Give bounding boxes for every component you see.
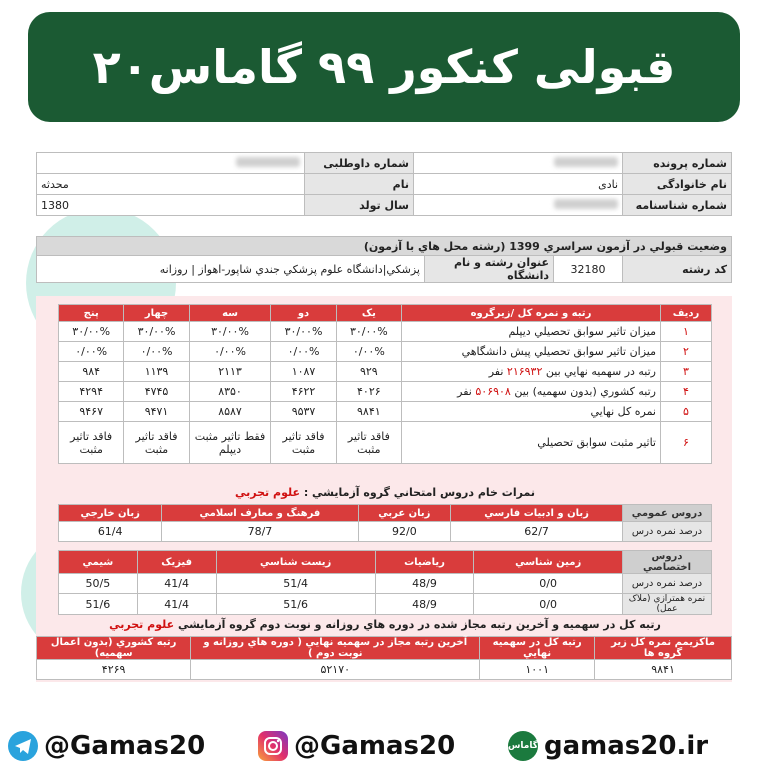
last-rank-table	[36, 636, 732, 680]
col-header: فيزيک	[137, 551, 216, 574]
code-label: کد رشته	[623, 256, 732, 283]
cell: 92/0	[358, 522, 451, 542]
cell: ۱۱۳۹	[124, 362, 189, 382]
cell: ۸۳۵۰	[189, 382, 271, 402]
lastname-label: نام خانوادگی	[623, 174, 732, 195]
cell: 41/4	[137, 594, 216, 615]
instagram-text: @Gamas20	[294, 731, 456, 761]
instagram-handle[interactable]	[258, 726, 455, 766]
name-label: نام	[305, 174, 414, 195]
row-title-unit: نفر	[457, 385, 472, 398]
cell: 51/6	[59, 594, 138, 615]
last-rank-group: علوم تجربي	[109, 618, 175, 631]
cell: 51/4	[216, 574, 375, 594]
cell: ۸۵۸۷	[189, 402, 271, 422]
cell: 50/5	[59, 574, 138, 594]
specialized-scores-table	[58, 550, 712, 615]
col-header: يک	[336, 305, 401, 322]
row-number: ۴	[661, 382, 712, 402]
cell: ۰/۰۰%	[124, 342, 189, 362]
cell: ۹۸۴۱	[336, 402, 401, 422]
row-title	[402, 362, 661, 382]
last-rank-title	[58, 618, 712, 631]
col-header: رتبه و نمره كل /زيرگروه	[402, 305, 661, 322]
cell: ۹۲۹	[336, 362, 401, 382]
birth-label: سال تولد	[305, 195, 414, 216]
results-panel	[36, 296, 732, 682]
title-banner	[28, 12, 740, 122]
col-header: فرهنگ و معارف اسلامي	[162, 505, 358, 522]
cell: ۹۵۳۷	[271, 402, 336, 422]
id-no-value	[414, 195, 623, 216]
col-header: رديف	[661, 305, 712, 322]
cell: 0/0	[474, 574, 623, 594]
cell: فاقد تاثير مثبت	[271, 422, 336, 464]
cell: فاقد تاثير مثبت	[124, 422, 189, 464]
raw-scores-title-text: نمرات خام دروس امتحاني گروه آزمايشي :	[303, 486, 535, 499]
last-rank-title-text: رتبه کل در سهميه و آخرين رتبه مجاز شده در دوره هاي روزانه و نوبت دوم گروه آزمايشي	[177, 618, 661, 631]
cell: فاقد تاثير مثبت	[59, 422, 124, 464]
col-header: زبان خارجي	[59, 505, 162, 522]
cell: فقط تاثير مثبت ديپلم	[189, 422, 271, 464]
cell: 61/4	[59, 522, 162, 542]
cell: ۴۶۲۲	[271, 382, 336, 402]
cell: 0/0	[474, 594, 623, 615]
row-title-unit: نفر	[488, 365, 504, 378]
telegram-icon	[8, 731, 38, 761]
cell: ۱۰۸۷	[271, 362, 336, 382]
col-header: زبان عربي	[358, 505, 451, 522]
row-title-text: رتبه در سهميه نهايي بين	[545, 365, 656, 378]
row-number: ۳	[661, 362, 712, 382]
applicant-no-label: شماره داوطلبی	[305, 153, 414, 174]
general-scores-table	[58, 504, 712, 542]
cell: 48/9	[375, 574, 474, 594]
admission-table	[36, 236, 732, 283]
website-text: gamas20.ir	[544, 731, 709, 761]
row-number: ۶	[661, 422, 712, 464]
cell: ۹۴۷۱	[124, 402, 189, 422]
applicant-no-value	[37, 153, 305, 174]
file-no-value	[414, 153, 623, 174]
admission-title: وضعيت قبولي در آزمون سراسري 1399 (رشته محل هاي با آزمون)	[37, 237, 732, 256]
cell: ۴۲۶۹	[37, 660, 191, 680]
cell: ۹۸۴۱	[595, 660, 732, 680]
gamas-logo-icon	[508, 731, 538, 761]
cell: ۹۸۴	[59, 362, 124, 382]
cell: 41/4	[137, 574, 216, 594]
col-header: پنج	[59, 305, 124, 322]
row-title	[402, 382, 661, 402]
col-header: آخرين رتبه مجاز در سهميه نهايي ( دوره هاي روزانه و نوبت دوم )	[191, 637, 480, 660]
lastname-value: نادی	[414, 174, 623, 195]
cell: ۰/۰۰%	[59, 342, 124, 362]
cell: ۳۰/۰۰%	[189, 322, 271, 342]
col-header: شيمي	[59, 551, 138, 574]
row-label: نمره همترازي (ملاک عمل)	[623, 594, 712, 615]
birth-value: 1380	[37, 195, 305, 216]
cell: ۵۲۱۷۰	[191, 660, 480, 680]
col-header: رتبه كشوري (بدون اعمال سهميه)	[37, 637, 191, 660]
cell: ۰/۰۰%	[271, 342, 336, 362]
row-title: نمره كل نهايي	[402, 402, 661, 422]
row-title: ميزان تاثير سوابق تحصيلي ديپلم	[402, 322, 661, 342]
major-value: پزشكي|دانشگاه علوم پزشكي جندي شاپور-اهواز | روزانه	[37, 256, 425, 283]
cell: ۰/۰۰%	[336, 342, 401, 362]
row-title-text: رتبه كشوري (بدون سهميه) بين	[514, 385, 656, 398]
row-number: ۵	[661, 402, 712, 422]
col-header: زبان و ادبيات فارسي	[451, 505, 623, 522]
cell: ۰/۰۰%	[189, 342, 271, 362]
row-label: درصد نمره درس	[623, 522, 712, 542]
row-number: ۱	[661, 322, 712, 342]
col-header: زمين شناسي	[474, 551, 623, 574]
applicant-info-table	[36, 152, 732, 216]
row-title: تاثير مثبت سوابق تحصيلي	[402, 422, 661, 464]
raw-scores-title	[58, 486, 712, 499]
cell: ۴۷۴۵	[124, 382, 189, 402]
cell: ۱۰۰۱	[480, 660, 595, 680]
results-sheet	[36, 148, 732, 682]
col-header: چهار	[124, 305, 189, 322]
id-no-label: شماره شناسنامه	[623, 195, 732, 216]
redacted-value	[236, 157, 300, 167]
cell: 48/9	[375, 594, 474, 615]
rank-table	[58, 304, 712, 464]
redacted-value	[554, 157, 618, 167]
col-header: زيست شناسي	[216, 551, 375, 574]
row-title-count: ۲۱۶۹۳۲	[506, 365, 543, 378]
cell: ۹۴۶۷	[59, 402, 124, 422]
redacted-value	[554, 199, 618, 209]
cell: ۳۰/۰۰%	[271, 322, 336, 342]
cell: ۴۲۹۴	[59, 382, 124, 402]
cell: 62/7	[451, 522, 623, 542]
cell: فاقد تاثير مثبت	[336, 422, 401, 464]
telegram-text: @Gamas20	[44, 731, 206, 761]
col-header: دروس عمومي	[623, 505, 712, 522]
logo-text: گاماس	[508, 741, 538, 751]
col-header: ماكزيمم نمره كل زير گروه ها	[595, 637, 732, 660]
row-title: ميزان تاثير سوابق تحصيلي پيش دانشگاهي	[402, 342, 661, 362]
name-value: محدثه	[37, 174, 305, 195]
cell: ۳۰/۰۰%	[336, 322, 401, 342]
col-header: رتبه كل در سهميه نهايي	[480, 637, 595, 660]
instagram-icon	[258, 731, 288, 761]
cell: 78/7	[162, 522, 358, 542]
code-value: 32180	[554, 256, 623, 283]
row-number: ۲	[661, 342, 712, 362]
col-header: رياضيات	[375, 551, 474, 574]
col-header: سه	[189, 305, 271, 322]
cell: ۴۰۲۶	[336, 382, 401, 402]
website-link[interactable]	[508, 726, 708, 766]
major-label: عنوان رشته و نام دانشگاه	[425, 256, 554, 283]
col-header: دو	[271, 305, 336, 322]
raw-scores-group: علوم تجربي	[235, 486, 300, 499]
row-title-count: ۵۰۶۹۰۸	[475, 385, 511, 398]
row-label: درصد نمره درس	[623, 574, 712, 594]
file-no-label: شماره پرونده	[623, 153, 732, 174]
col-header: دروس اختصاصي	[623, 551, 712, 574]
cell: 51/6	[216, 594, 375, 615]
banner-title: قبولی کنکور ۹۹ گاماس۲۰	[92, 40, 676, 94]
cell: ۳۰/۰۰%	[124, 322, 189, 342]
telegram-handle[interactable]	[8, 726, 205, 766]
cell: ۲۱۱۳	[189, 362, 271, 382]
cell: ۳۰/۰۰%	[59, 322, 124, 342]
